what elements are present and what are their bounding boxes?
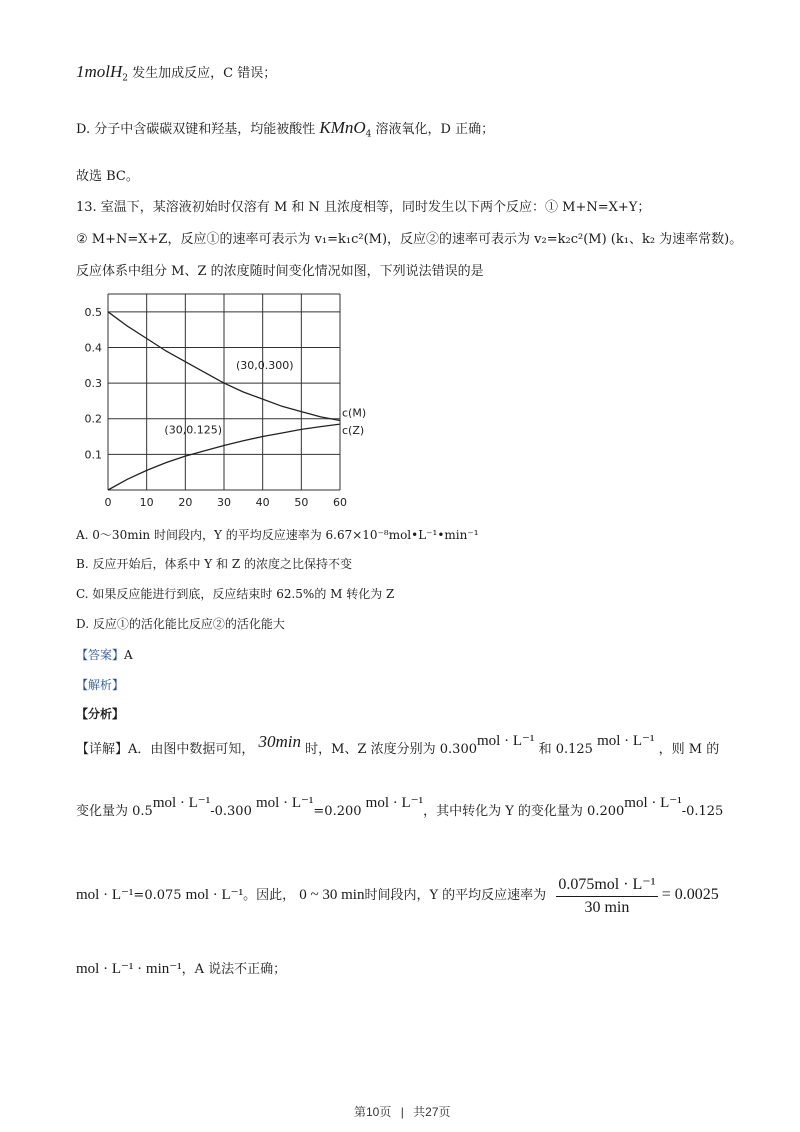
fraction-denominator: 30 min — [584, 899, 630, 916]
unit: mol · L⁻¹ — [477, 733, 535, 749]
detail-line2-a: 变化量为 0.5 — [76, 804, 153, 819]
page-number: 第10页 — [354, 1105, 392, 1119]
detail-line2-e: -0.125 — [681, 804, 724, 819]
unit: mol · L⁻¹ — [597, 733, 655, 749]
prev-line-c — [76, 62, 276, 84]
question-stem-line2: ② M+N=X+Z，反应①的速率可表示为 v₁=k₁c²(M)，反应②的速率可表示为 v₂=k₂c²(M) (k₁、k₂ 为速率常数)。 — [76, 232, 743, 247]
answer-value: A — [124, 648, 133, 662]
detail-line4-text: ，A 说法不正确； — [181, 962, 287, 977]
detail-line2-b: -0.300 — [210, 804, 252, 819]
y-tick-label: 0.2 — [84, 412, 102, 426]
option-d: D. 反应①的活化能比反应②的活化能大 — [76, 617, 285, 631]
option-a: A. 0～30min 时间段内，Y 的平均反应速率为 6.67×10⁻⁸mol•L⁻¹•min⁻¹ — [76, 528, 479, 542]
detail-line1 — [76, 732, 720, 758]
prev-line-d — [76, 118, 494, 140]
prev-line-d-suffix: 溶液氧化，D 正确； — [375, 122, 495, 137]
page-total: 共27页 — [413, 1105, 451, 1119]
detail-line1-b: 时，M、Z 浓度分别为 0.300 — [305, 742, 477, 757]
concentration-chart — [78, 290, 367, 512]
data-annotation: (30,0.125) — [164, 423, 222, 437]
data-annotation: (30,0.300) — [236, 359, 294, 373]
unit: mol · L⁻¹ — [152, 795, 211, 811]
math-subscript: 2 — [122, 73, 129, 84]
x-tick-label: 20 — [178, 496, 193, 509]
footer-separator: | — [400, 1105, 404, 1119]
x-tick-label: 30 — [217, 496, 231, 509]
unit: mol · L⁻¹ — [255, 795, 314, 811]
detail-line3-b: 。因此， — [243, 888, 296, 903]
rate-fraction — [556, 874, 657, 917]
y-tick-label: 0.1 — [84, 448, 102, 462]
prev-line-c-text: 发生加成反应，C 错误； — [132, 66, 277, 81]
unit: mol · L⁻¹ — [76, 887, 134, 903]
unit: mol · L⁻¹ · min⁻¹ — [76, 961, 182, 977]
math-formula: 1molH — [76, 62, 123, 81]
time-range: 0 ~ 30 min — [299, 887, 365, 903]
detail-line3 — [76, 874, 719, 917]
fenxi-label: 【分析】 — [76, 707, 125, 721]
x-tick-label: 40 — [255, 496, 270, 509]
fraction-result: = 0.0025 — [661, 886, 719, 903]
page-footer — [354, 1103, 451, 1120]
detail-line2 — [76, 795, 724, 820]
y-tick-label: 0.5 — [84, 305, 102, 319]
detail-line3-a: =0.075 — [133, 888, 182, 903]
question-stem-line1: 13. 室温下，某溶液初始时仅溶有 M 和 N 且浓度相等，同时发生以下两个反应：① M+N=X+Y； — [76, 200, 651, 215]
y-tick-label: 0.3 — [84, 377, 102, 391]
detail-line1-c: 和 0.125 — [538, 742, 593, 757]
detail-line1-a: 【详解】A．由图中数据可知， — [76, 742, 255, 757]
x-tick-label: 10 — [139, 496, 154, 509]
detail-line1-d: ，则 M 的 — [658, 742, 720, 757]
x-tick-label: 50 — [294, 496, 309, 509]
math-subscript: 4 — [365, 129, 372, 140]
unit: mol · L⁻¹ — [624, 795, 682, 811]
detail-line2-d: ，其中转化为 Y 的变化量为 0.200 — [423, 804, 625, 819]
prev-line-d-prefix: D. 分子中含碳碳双键和羟基，均能被酸性 — [76, 122, 316, 137]
answer-label: 【答案】 — [76, 648, 125, 662]
detail-line4 — [76, 958, 286, 978]
unit: mol · L⁻¹ — [185, 887, 244, 903]
answer-line — [76, 646, 133, 663]
question-stem-line3: 反应体系中组分 M、Z 的浓度随时间变化情况如图，下列说法错误的是 — [76, 264, 484, 279]
detail-line2-c: =0.200 — [313, 804, 362, 819]
x-tick-label: 60 — [333, 496, 347, 509]
choose-line: 故选 BC。 — [76, 169, 139, 184]
fraction-numerator: 0.075mol · L⁻¹ — [556, 874, 657, 897]
option-c: C. 如果反应能进行到底，反应结束时 62.5%的 M 转化为 Z — [76, 587, 395, 601]
series-label: c(Z) — [342, 424, 365, 438]
unit: mol · L⁻¹ — [365, 795, 424, 811]
series-label: c(M) — [342, 406, 367, 420]
detail-line3-c: 时间段内，Y 的平均反应速率为 — [364, 888, 547, 903]
math-formula: KMnO — [319, 118, 366, 137]
option-b: B. 反应开始后，体系中 Y 和 Z 的浓度之比保持不变 — [76, 557, 352, 571]
analysis-label: 【解析】 — [76, 678, 125, 692]
y-tick-label: 0.4 — [84, 341, 102, 355]
x-tick-label: 0 — [104, 496, 112, 509]
math-time: 30min — [258, 732, 302, 751]
